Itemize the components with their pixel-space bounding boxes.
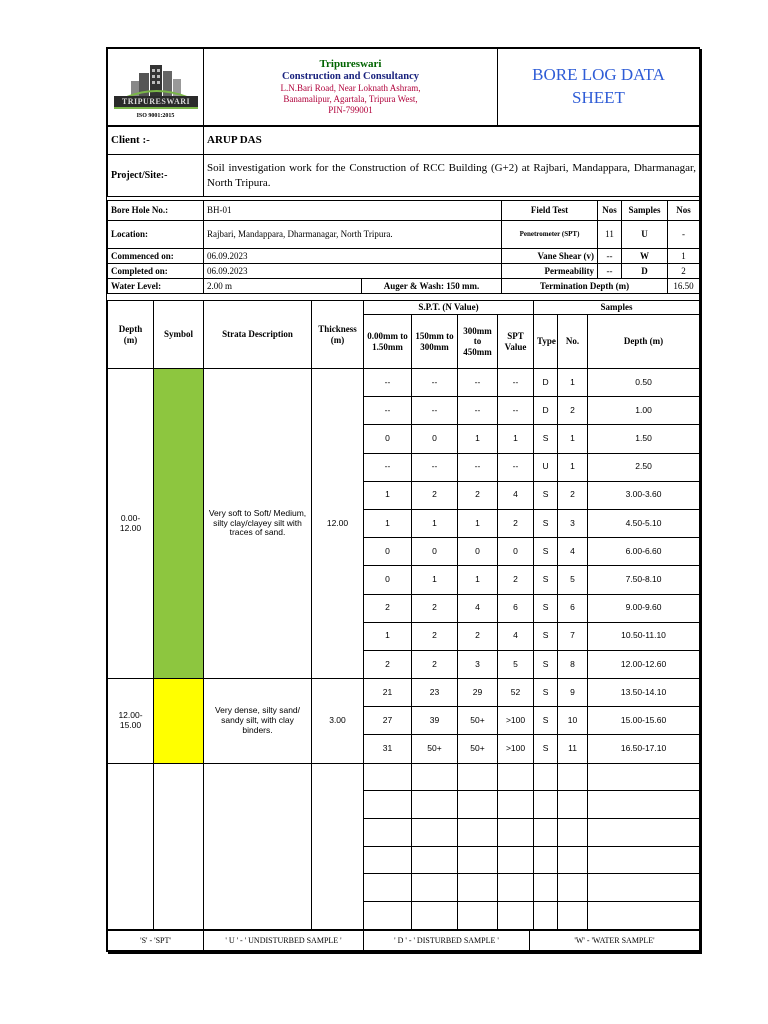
sample-type: S	[534, 425, 558, 453]
col-strata: Strata Description	[204, 301, 312, 369]
sample-depth: 9.00-9.60	[588, 594, 700, 622]
sample-depth: 7.50-8.10	[588, 566, 700, 594]
spt-3: --	[458, 397, 498, 425]
spt-3: 4	[458, 594, 498, 622]
company-info	[204, 49, 498, 126]
nos-header: Nos	[598, 201, 622, 221]
field-test-3-sample: D	[622, 264, 668, 279]
blank-cell	[588, 763, 700, 791]
field-test-2-count: 1	[668, 249, 700, 264]
company-name: Tripureswari	[319, 58, 382, 71]
blank-cell	[412, 791, 458, 819]
sample-no: 1	[558, 453, 588, 481]
blank-cell	[588, 902, 700, 930]
col-samples-group: Samples	[534, 301, 700, 315]
auger-wash: Auger & Wash: 150 mm.	[362, 279, 502, 294]
bore-log-table	[107, 300, 700, 930]
sample-type: S	[534, 566, 558, 594]
log-body	[108, 369, 700, 930]
blank-cell	[412, 902, 458, 930]
blank-cell	[364, 791, 412, 819]
spt-3: 0	[458, 538, 498, 566]
commenced-label: Commenced on:	[108, 249, 204, 264]
sample-no: 5	[558, 566, 588, 594]
spt-2: 2	[412, 650, 458, 678]
sample-depth: 2.50	[588, 453, 700, 481]
legend-spt: 'S' - 'SPT'	[108, 931, 204, 951]
company-logo	[108, 55, 203, 113]
spt-1: 2	[364, 594, 412, 622]
field-test-2: Vane Shear (v)	[502, 249, 598, 264]
blank-row	[108, 763, 700, 791]
spt-3: 50+	[458, 735, 498, 763]
spt-2: --	[412, 397, 458, 425]
blank-cell	[558, 763, 588, 791]
sample-depth: 1.50	[588, 425, 700, 453]
blank-cell	[364, 846, 412, 874]
spt-value: 4	[498, 481, 534, 509]
spt-1: 0	[364, 538, 412, 566]
bore-hole-label: Bore Hole No.:	[108, 201, 204, 221]
spt-value: 2	[498, 566, 534, 594]
blank-cell	[458, 846, 498, 874]
blank-cell	[364, 763, 412, 791]
blank-cell	[534, 846, 558, 874]
col-depth: Depth (m)	[108, 301, 154, 369]
blank-cell	[458, 902, 498, 930]
nos2-header: Nos	[668, 201, 700, 221]
sample-no: 2	[558, 397, 588, 425]
sample-depth: 0.50	[588, 369, 700, 397]
blank-cell	[534, 791, 558, 819]
sample-type: S	[534, 481, 558, 509]
spt-2: --	[412, 369, 458, 397]
blank-cell	[534, 819, 558, 847]
spt-2: 2	[412, 594, 458, 622]
col-thickness: Thickness (m)	[312, 301, 364, 369]
blank-cell	[588, 791, 700, 819]
spt-3: 3	[458, 650, 498, 678]
spt-2: 23	[412, 679, 458, 707]
blank-cell	[364, 902, 412, 930]
col-type: Type	[534, 315, 558, 369]
sample-type: S	[534, 594, 558, 622]
spt-3: 1	[458, 425, 498, 453]
client-value: ARUP DAS	[204, 127, 700, 155]
spt-value: >100	[498, 707, 534, 735]
spt-value: --	[498, 453, 534, 481]
spt-2: 0	[412, 538, 458, 566]
blank-cell	[154, 763, 204, 929]
sample-depth: 1.00	[588, 397, 700, 425]
spt-3: 29	[458, 679, 498, 707]
spt-value: --	[498, 369, 534, 397]
location-value: Rajbari, Mandappara, Dharmanagar, North Tripura.	[204, 221, 502, 249]
col-spt-group: S.P.T. (N Value)	[364, 301, 534, 315]
spt-1: 0	[364, 566, 412, 594]
spt-1: --	[364, 453, 412, 481]
sample-depth: 13.50-14.10	[588, 679, 700, 707]
sample-type: S	[534, 509, 558, 537]
col-symbol: Symbol	[154, 301, 204, 369]
company-address-2: Banamalipur, Agartala, Tripura West,	[283, 93, 418, 104]
spt-3: --	[458, 369, 498, 397]
legend-disturbed: ' D ' - ' DISTURBED SAMPLE '	[364, 931, 530, 951]
blank-cell	[498, 902, 534, 930]
blank-cell	[412, 819, 458, 847]
blank-cell	[558, 874, 588, 902]
field-test-1-sample: U	[622, 221, 668, 249]
blank-cell	[458, 819, 498, 847]
sample-no: 4	[558, 538, 588, 566]
sample-no: 10	[558, 707, 588, 735]
spt-2: --	[412, 453, 458, 481]
field-test-3: Permeability	[502, 264, 598, 279]
field-test-2-sample: W	[622, 249, 668, 264]
blank-cell	[534, 874, 558, 902]
samples-header: Samples	[622, 201, 668, 221]
field-test-1: Penetrometer (SPT)	[502, 221, 598, 249]
water-level-label: Water Level:	[108, 279, 204, 294]
info-table	[107, 200, 700, 294]
blank-cell	[412, 874, 458, 902]
termination-value: 16.50	[668, 279, 700, 294]
sample-type: S	[534, 622, 558, 650]
project-value: Soil investigation work for the Construction of RCC Building (G+2) at Rajbari, Mandappara, Dharmanagar, North Tripura.	[204, 155, 700, 197]
sample-type: S	[534, 707, 558, 735]
spt-2: 2	[412, 481, 458, 509]
sample-type: S	[534, 650, 558, 678]
spt-value: 6	[498, 594, 534, 622]
sample-type: S	[534, 538, 558, 566]
completed-value: 06.09.2023	[204, 264, 502, 279]
spt-2: 1	[412, 566, 458, 594]
legend-water: 'W' - 'WATER SAMPLE'	[530, 931, 700, 951]
blank-cell	[204, 763, 312, 929]
blank-cell	[412, 763, 458, 791]
completed-label: Completed on:	[108, 264, 204, 279]
blank-cell	[588, 874, 700, 902]
title-line-1: BORE LOG DATA	[532, 65, 665, 85]
spt-value: 0	[498, 538, 534, 566]
blank-cell	[498, 763, 534, 791]
col-sample-depth: Depth (m)	[588, 315, 700, 369]
sample-depth: 15.00-15.60	[588, 707, 700, 735]
spt-value: 2	[498, 509, 534, 537]
field-test-header: Field Test	[502, 201, 598, 221]
sample-type: S	[534, 735, 558, 763]
table-row	[108, 369, 700, 397]
bore-log-sheet	[106, 47, 700, 952]
spt-1: 0	[364, 425, 412, 453]
legend-undisturbed: ' U ' - ' UNDISTURBED SAMPLE '	[204, 931, 364, 951]
sample-type: S	[534, 679, 558, 707]
sample-no: 7	[558, 622, 588, 650]
sample-no: 2	[558, 481, 588, 509]
blank-cell	[312, 763, 364, 929]
termination-label: Termination Depth (m)	[502, 279, 668, 294]
layer-thickness: 3.00	[312, 679, 364, 764]
sample-no: 6	[558, 594, 588, 622]
spt-1: 31	[364, 735, 412, 763]
title-line-2: SHEET	[572, 88, 625, 107]
sample-type: D	[534, 369, 558, 397]
field-test-1-nos: 11	[598, 221, 622, 249]
sample-type: D	[534, 397, 558, 425]
blank-cell	[412, 846, 458, 874]
col-spt-value: SPT Value	[498, 315, 534, 369]
blank-cell	[558, 846, 588, 874]
layer-strata: Very dense, silty sand/ sandy silt, with clay binders.	[204, 679, 312, 764]
blank-cell	[534, 763, 558, 791]
layer-symbol	[154, 369, 204, 679]
spt-2: 2	[412, 622, 458, 650]
layer-depth: 0.00- 12.00	[108, 369, 154, 679]
blank-cell	[498, 874, 534, 902]
spt-3: --	[458, 453, 498, 481]
spt-1: 1	[364, 481, 412, 509]
layer-thickness: 12.00	[312, 369, 364, 679]
commenced-value: 06.09.2023	[204, 249, 502, 264]
sample-depth: 16.50-17.10	[588, 735, 700, 763]
layer-depth: 12.00- 15.00	[108, 679, 154, 764]
spt-3: 50+	[458, 707, 498, 735]
spt-value: 52	[498, 679, 534, 707]
spt-3: 2	[458, 481, 498, 509]
blank-cell	[458, 791, 498, 819]
blank-cell	[558, 902, 588, 930]
spt-2: 50+	[412, 735, 458, 763]
field-test-3-nos: --	[598, 264, 622, 279]
spt-1: 2	[364, 650, 412, 678]
spt-value: --	[498, 397, 534, 425]
project-label: Project/Site:-	[108, 155, 204, 197]
company-address-3: PIN-799001	[328, 104, 373, 115]
sample-no: 1	[558, 369, 588, 397]
sample-no: 11	[558, 735, 588, 763]
client-label: Client :-	[108, 127, 204, 155]
sample-depth: 12.00-12.60	[588, 650, 700, 678]
iso-label: ISO 9001:2015	[136, 112, 175, 119]
layer-strata: Very soft to Soft/ Medium, silty clay/clayey silt with traces of sand.	[204, 369, 312, 679]
spt-1: --	[364, 369, 412, 397]
sample-no: 8	[558, 650, 588, 678]
spt-3: 1	[458, 509, 498, 537]
header	[107, 48, 700, 126]
sample-depth: 3.00-3.60	[588, 481, 700, 509]
client-project-table	[107, 126, 700, 197]
blank-cell	[588, 819, 700, 847]
legend	[107, 930, 700, 951]
spt-2: 0	[412, 425, 458, 453]
sample-no: 1	[558, 425, 588, 453]
spt-value: 4	[498, 622, 534, 650]
spt-value: >100	[498, 735, 534, 763]
table-row	[108, 679, 700, 707]
blank-cell	[558, 819, 588, 847]
sample-depth: 4.50-5.10	[588, 509, 700, 537]
blank-cell	[498, 846, 534, 874]
sample-type: U	[534, 453, 558, 481]
col-no: No.	[558, 315, 588, 369]
spt-1: 21	[364, 679, 412, 707]
sheet-title	[498, 49, 700, 126]
company-address-1: L.N.Bari Road, Near Loknath Ashram,	[280, 83, 421, 94]
water-level-value: 2.00 m	[204, 279, 362, 294]
blank-cell	[558, 791, 588, 819]
blank-cell	[364, 819, 412, 847]
logo-wordmark: TRIPURESWARI	[114, 96, 198, 109]
field-test-3-count: 2	[668, 264, 700, 279]
col-spt-3: 300mm to 450mm	[458, 315, 498, 369]
spt-1: --	[364, 397, 412, 425]
sample-depth: 10.50-11.10	[588, 622, 700, 650]
spt-1: 1	[364, 509, 412, 537]
spt-value: 5	[498, 650, 534, 678]
spt-3: 2	[458, 622, 498, 650]
layer-symbol	[154, 679, 204, 764]
spt-1: 1	[364, 622, 412, 650]
col-spt-2: 150mm to 300mm	[412, 315, 458, 369]
spt-2: 39	[412, 707, 458, 735]
blank-cell	[534, 902, 558, 930]
location-label: Location:	[108, 221, 204, 249]
blank-cell	[108, 763, 154, 929]
col-spt-1: 0.00mm to 1.50mm	[364, 315, 412, 369]
blank-cell	[498, 819, 534, 847]
spt-value: 1	[498, 425, 534, 453]
spt-1: 27	[364, 707, 412, 735]
sample-no: 9	[558, 679, 588, 707]
spt-2: 1	[412, 509, 458, 537]
sample-no: 3	[558, 509, 588, 537]
company-subtitle: Construction and Consultancy	[281, 71, 420, 83]
logo-cell	[108, 49, 204, 126]
field-test-1-count: -	[668, 221, 700, 249]
bore-hole-value: BH-01	[204, 201, 502, 221]
blank-cell	[458, 763, 498, 791]
blank-cell	[498, 791, 534, 819]
blank-cell	[588, 846, 700, 874]
blank-cell	[458, 874, 498, 902]
blank-cell	[364, 874, 412, 902]
spt-3: 1	[458, 566, 498, 594]
field-test-2-nos: --	[598, 249, 622, 264]
sample-depth: 6.00-6.60	[588, 538, 700, 566]
